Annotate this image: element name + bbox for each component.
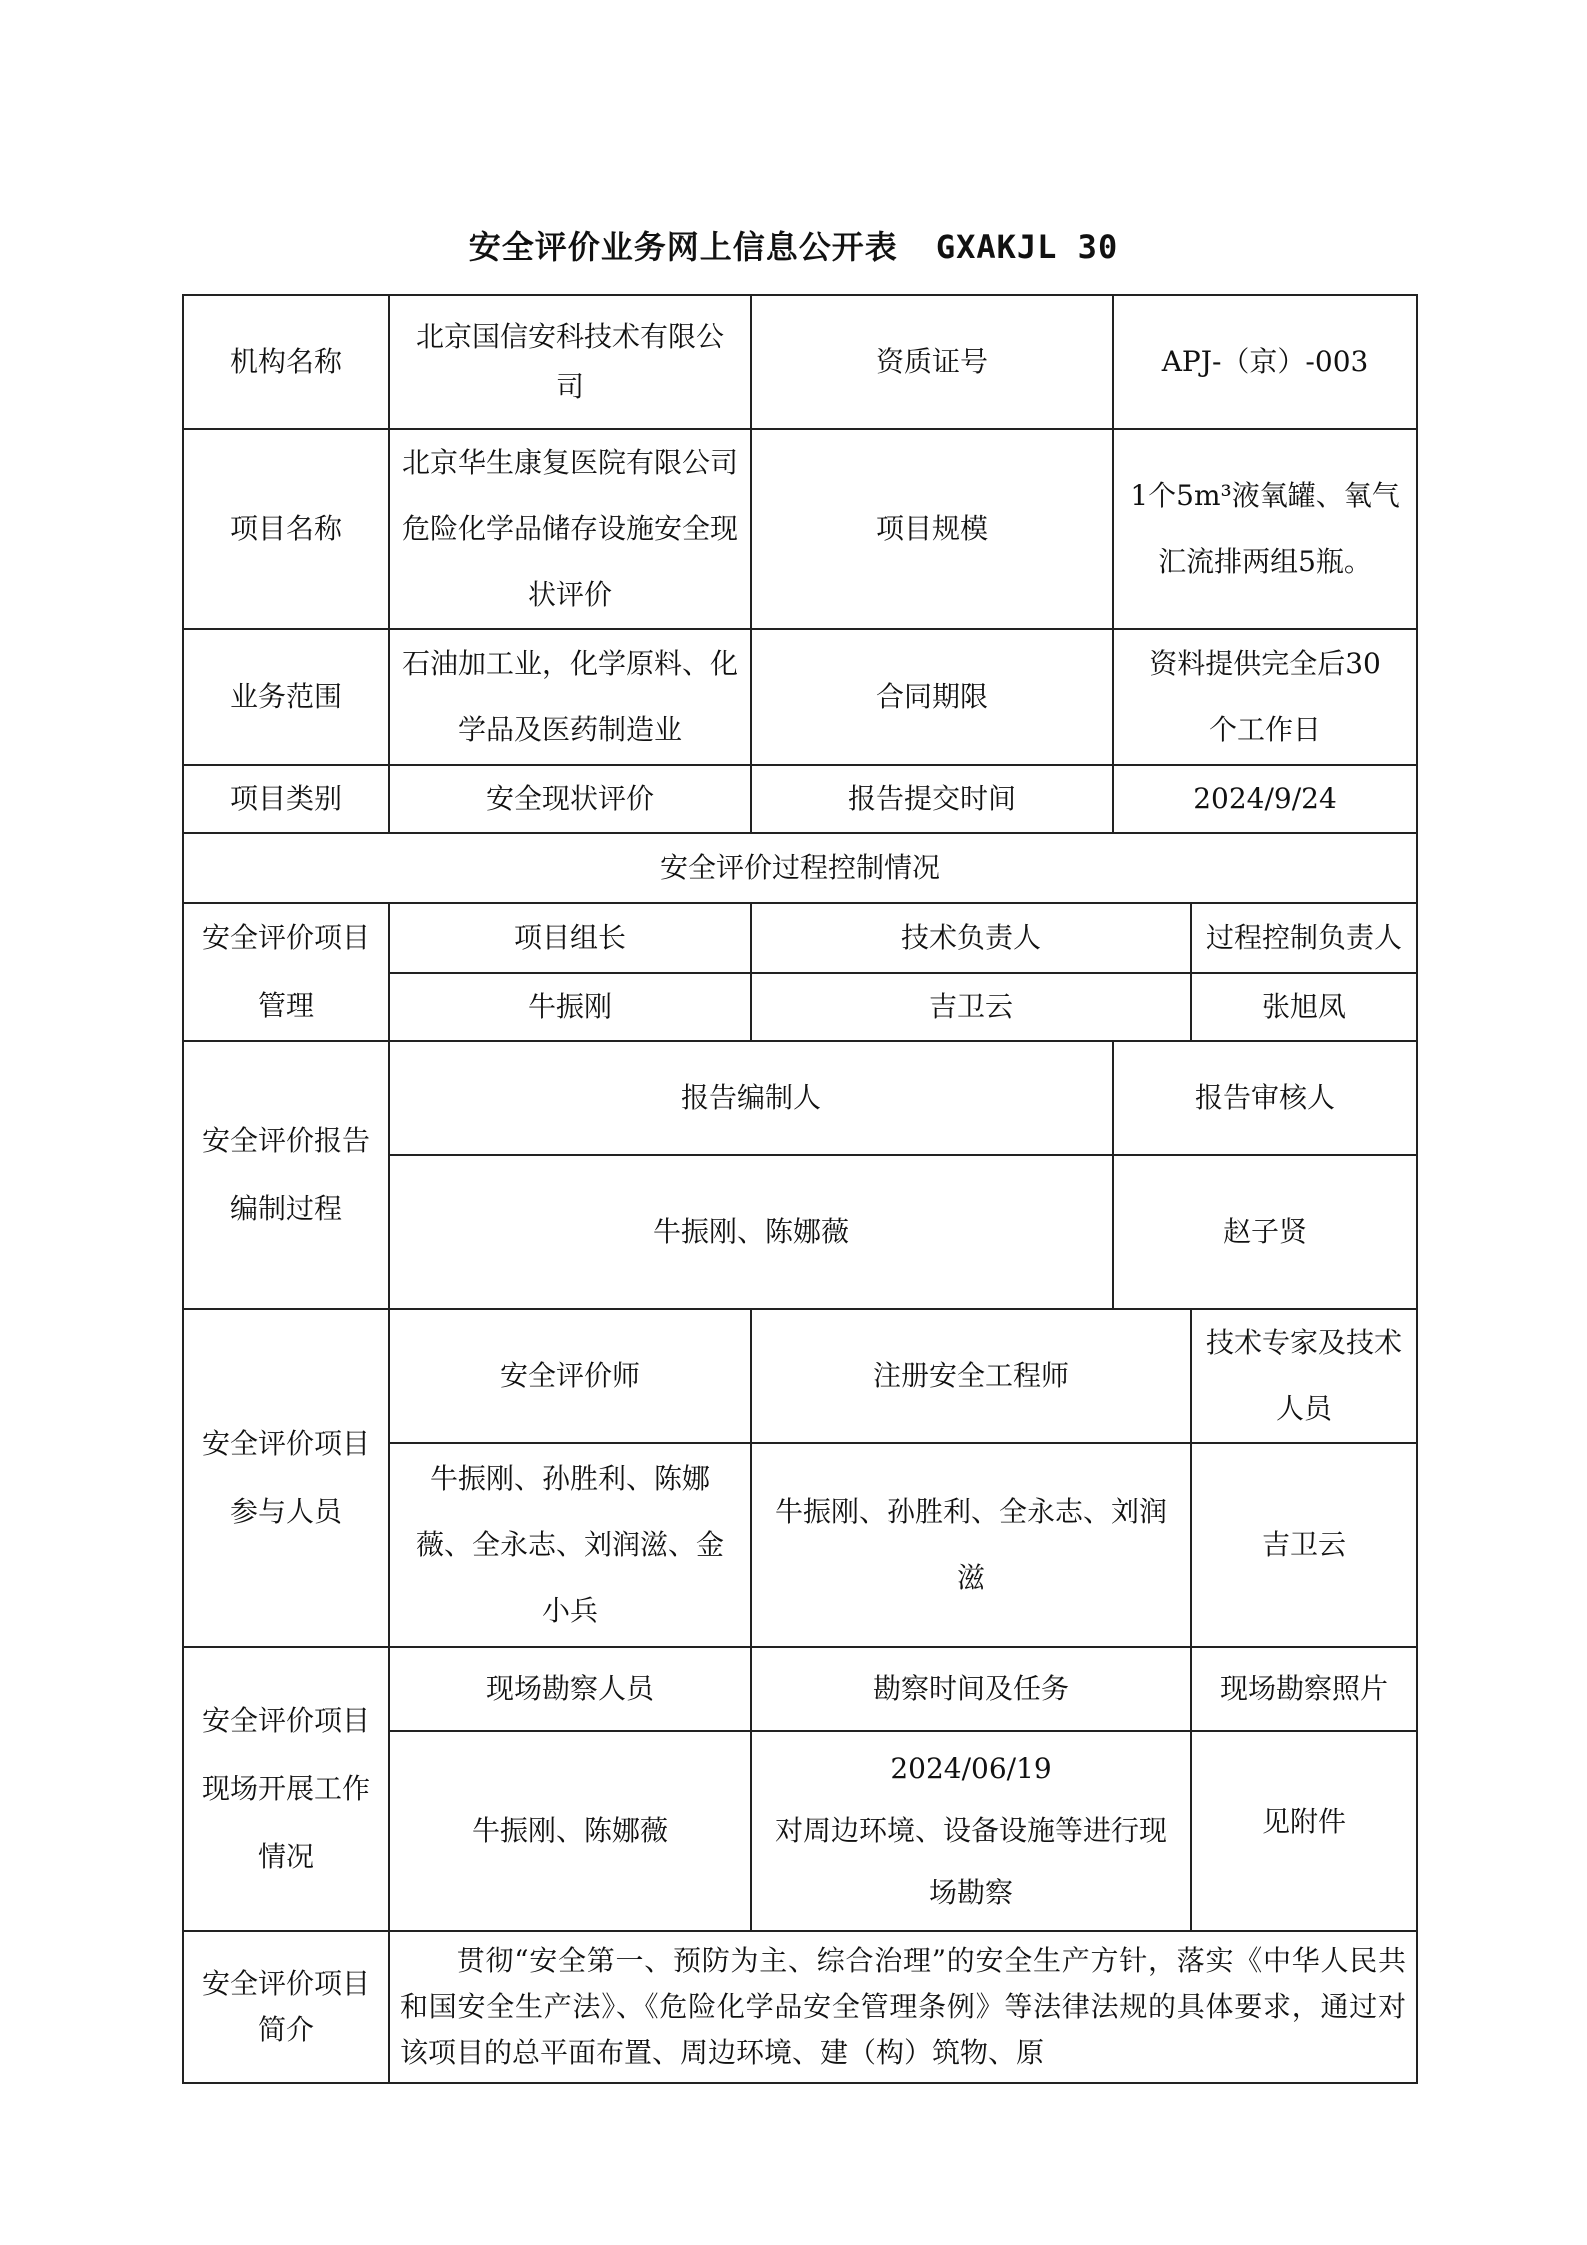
row-process-section (183, 833, 1417, 903)
participants-value: 吉卫云 (1191, 1443, 1417, 1647)
row-report-headers (183, 1041, 1417, 1155)
participants-value: 牛振刚、孙胜利、全永志、刘润滋 (751, 1443, 1191, 1647)
report-process-value: 赵子贤 (1113, 1155, 1417, 1309)
management-label: 安全评价项目管理 (183, 903, 389, 1041)
site-work-label: 安全评价项目现场开展工作情况 (183, 1647, 389, 1931)
row-org (183, 295, 1417, 429)
management-header: 项目组长 (389, 903, 751, 973)
info-table (182, 294, 1418, 2084)
site-work-time-task (751, 1731, 1191, 1931)
project-name-value: 北京华生康复医院有限公司危险化学品储存设施安全现状评价 (389, 429, 751, 629)
row-management-headers (183, 903, 1417, 973)
participants-value: 牛振刚、孙胜利、陈娜薇、全永志、刘润滋、金小兵 (389, 1443, 751, 1647)
page-title (0, 222, 1587, 268)
management-value: 张旭凤 (1191, 973, 1417, 1041)
form-code: GXAKJL 30 (935, 228, 1119, 266)
report-date-label: 报告提交时间 (751, 765, 1113, 833)
management-value: 吉卫云 (751, 973, 1191, 1041)
org-label: 机构名称 (183, 295, 389, 429)
project-category-value: 安全现状评价 (389, 765, 751, 833)
site-work-task: 对周边环境、设备设施等进行现场勘察 (775, 1814, 1168, 1909)
row-project (183, 429, 1417, 629)
row-site-headers (183, 1647, 1417, 1731)
business-scope-value: 石油加工业，化学原料、化学品及医药制造业 (389, 629, 751, 765)
site-work-photos: 见附件 (1191, 1731, 1417, 1931)
management-header: 过程控制负责人 (1191, 903, 1417, 973)
row-category (183, 765, 1417, 833)
summary-body: 贯彻“安全第一、预防为主、综合治理”的安全生产方针，落实《中华人民共和国安全生产法》、《危险化学品安全管理条例》等法律法规的具体要求，通过对该项目的总平面布置、周边环境、建（构）筑物、原 (400, 1944, 1407, 2069)
cert-label: 资质证号 (751, 295, 1113, 429)
site-work-header: 现场勘察照片 (1191, 1647, 1417, 1731)
report-date-value: 2024/9/24 (1113, 765, 1417, 833)
project-scale-label: 项目规模 (751, 429, 1113, 629)
report-process-value: 牛振刚、陈娜薇 (389, 1155, 1113, 1309)
report-process-header: 报告编制人 (389, 1041, 1113, 1155)
management-value: 牛振刚 (389, 973, 751, 1041)
summary-label: 安全评价项目简介 (183, 1931, 389, 2083)
site-work-staff: 牛振刚、陈娜薇 (389, 1731, 751, 1931)
process-section-heading: 安全评价过程控制情况 (183, 833, 1417, 903)
site-work-header: 勘察时间及任务 (751, 1647, 1191, 1731)
cert-value: APJ-（京）-003 (1113, 295, 1417, 429)
site-work-date: 2024/06/19 (890, 1752, 1052, 1785)
participants-label: 安全评价项目参与人员 (183, 1309, 389, 1647)
participants-header: 注册安全工程师 (751, 1309, 1191, 1443)
business-scope-label: 业务范围 (183, 629, 389, 765)
management-header: 技术负责人 (751, 903, 1191, 973)
org-value: 北京国信安科技术有限公司 (389, 295, 751, 429)
project-scale-value: 1个5m³液氧罐、氧气汇流排两组5瓶。 (1113, 429, 1417, 629)
row-scope (183, 629, 1417, 765)
project-name-label: 项目名称 (183, 429, 389, 629)
participants-header: 安全评价师 (389, 1309, 751, 1443)
report-process-label: 安全评价报告编制过程 (183, 1041, 389, 1309)
summary-text (389, 1931, 1417, 2083)
row-participant-headers (183, 1309, 1417, 1443)
site-work-header: 现场勘察人员 (389, 1647, 751, 1731)
project-category-label: 项目类别 (183, 765, 389, 833)
title-text: 安全评价业务网上信息公开表 (468, 228, 898, 266)
contract-term-value: 资料提供完全后30个工作日 (1113, 629, 1417, 765)
report-process-header: 报告审核人 (1113, 1041, 1417, 1155)
row-summary (183, 1931, 1417, 2083)
participants-header: 技术专家及技术人员 (1191, 1309, 1417, 1443)
contract-term-label: 合同期限 (751, 629, 1113, 765)
